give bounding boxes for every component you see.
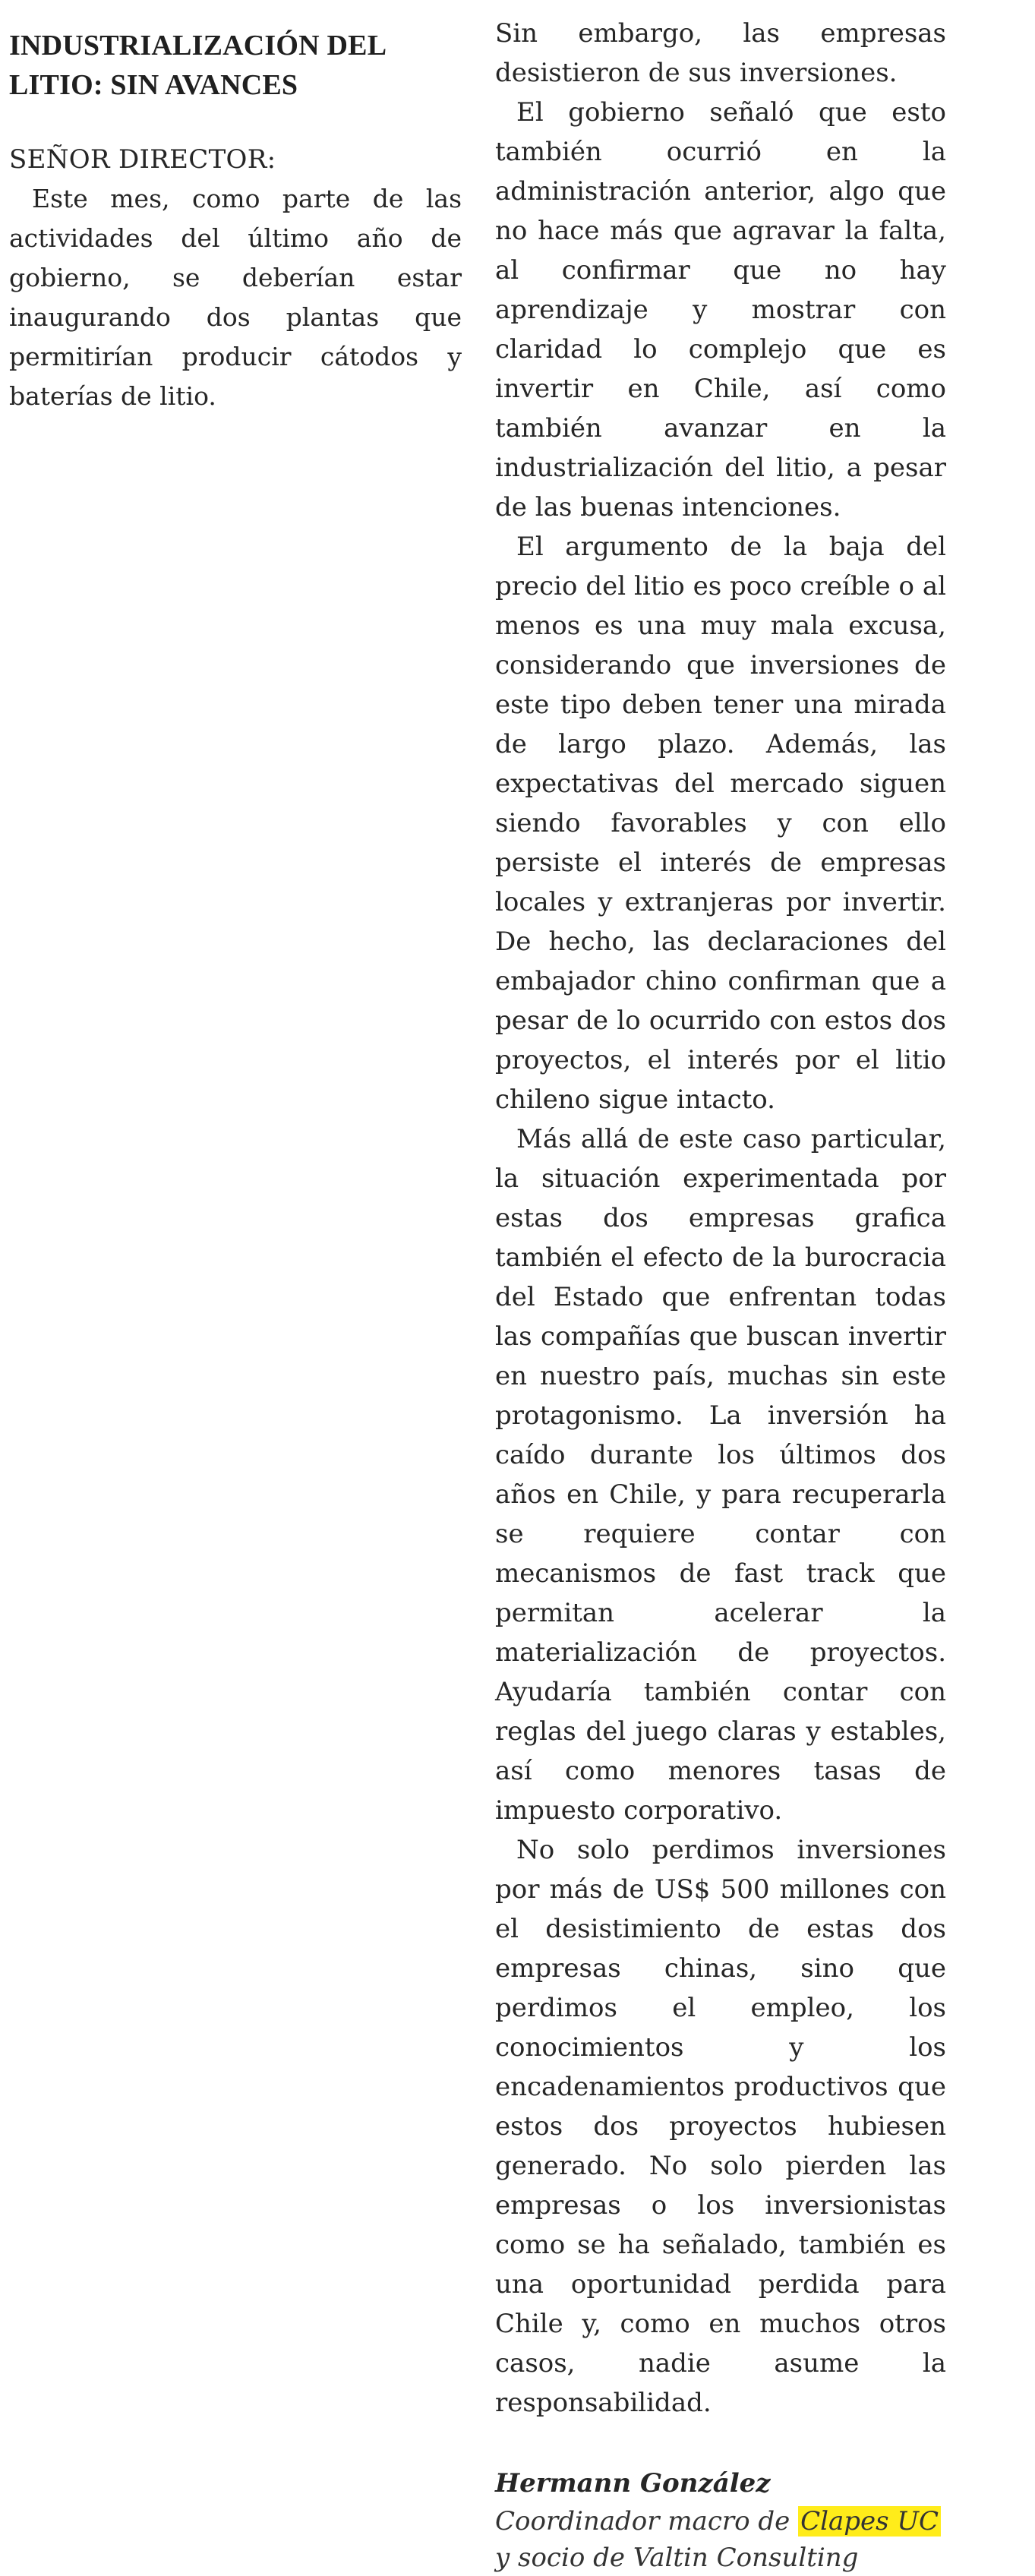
- author-role-line2: y socio de Valtin Consulting: [495, 2543, 859, 2573]
- body-paragraph: Este mes, como parte de las actividades del último año de gobierno, se deberían estar inaugurando dos plantas que permitirían producir cátodos y baterías de litio.: [9, 184, 462, 411]
- body-paragraph: El gobierno señaló que esto también ocurrió en la administración anterior, algo que no hace más que agravar la falta, al confirmar que no hay aprendizaje y mostrar con claridad lo complejo que es invertir en Chile, así como también avanzar en la industrialización del litio, a pesar de las buenas intenciones.: [495, 97, 946, 522]
- right-column: [495, 14, 946, 2576]
- author-name: Hermann González: [495, 2468, 771, 2499]
- left-column: [9, 26, 462, 416]
- signature-block: [495, 2464, 946, 2576]
- highlighted-organization: Clapes UC: [798, 2506, 941, 2537]
- body-paragraph: No solo perdimos inversiones por más de US$ 500 millones con el desistimiento de estas dos empresas chinas, sino que perdimos el empleo, los conocimientos y los encadenamientos productivos que estos dos proyectos hubiesen generado. No solo pierden las empresas o los inversionistas como se ha señalado, también es una oportunidad perdida para Chile y, como en muchos otros casos, nadie asume la responsabilidad.: [495, 1835, 946, 2418]
- letter-headline: INDUSTRIALIZACIÓN DEL LITIO: SIN AVANCES: [9, 30, 386, 101]
- author-role-prefix: Coordinador macro de: [495, 2506, 790, 2537]
- body-paragraph: Más allá de este caso particular, la situación experimentada por estas dos empresas grafica también el efecto de la burocracia del Estado que enfrentan todas las compañías que buscan invertir en nuestro país, muchas sin este protagonismo. La inversión ha caído durante los últimos dos años en Chile, y para recuperarla se requiere contar con mecanismos de fast track que permitan acelerar la materialización de proyectos. Ayudaría también contar con reglas del juego claras y estables, así como menores tasas de impuesto corporativo.: [495, 1124, 946, 1826]
- salutation: SEÑOR DIRECTOR:: [9, 144, 276, 175]
- body-paragraph: El argumento de la baja del precio del litio es poco creíble o al menos es una muy mala excusa, considerando que inversiones de este tipo deben tener una mirada de largo plazo. Además, las expectativas del mercado siguen siendo favorables y con ello persiste el interés de empresas locales y extranjeras por invertir. De hecho, las declaraciones del embajador chino confirman que a pesar de lo ocurrido con estos dos proyectos, el interés por el litio chileno sigue intacto.: [495, 532, 946, 1115]
- author-role: [495, 2503, 946, 2540]
- body-paragraph: Sin embargo, las empresas desistieron de sus inversiones.: [495, 18, 946, 88]
